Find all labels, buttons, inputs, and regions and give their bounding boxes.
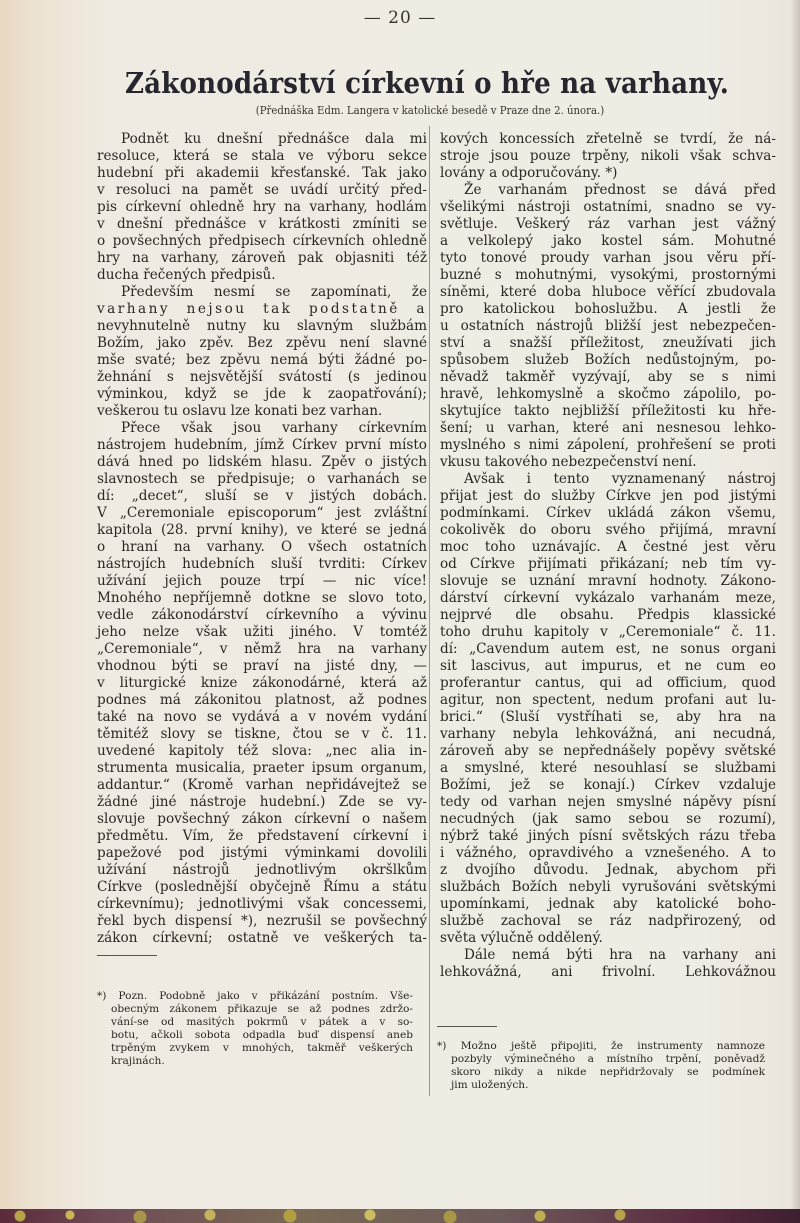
text-line: pro katolickou bohoslužbu. A jestli že — [440, 301, 776, 317]
text-line: Mnohého nepříjemně dotkne se slovo toto, — [97, 590, 427, 606]
text-line: lehkovážná, ani frivolní. Lehkovážnou — [440, 964, 776, 980]
text-line: kových koncessích zřetelně se tvrdí, že ná- — [440, 131, 776, 147]
text-line: tyto tonové proudy varhan jsou věru pří- — [440, 250, 776, 266]
text-line: upomínkami, jednak aby katolické boho- — [440, 896, 776, 912]
text-line: Dále nemá býti hra na varhany ani — [464, 947, 776, 963]
text-line: o povšechných předpisech církevních ohledně — [97, 233, 427, 249]
text-line: službě zachoval se ráz nadpřirozený, od — [440, 913, 776, 929]
text-line: addantur.“ (Kromě varhan nepřidávejtež se — [97, 777, 427, 793]
text-line: v liturgické knize zákonodárné, která až — [97, 675, 427, 691]
text-line: i vážného, opravdivého a vznešeného. A to — [440, 845, 776, 861]
right-footnote-rule — [437, 1026, 497, 1027]
text-line: vhodnou býti se praví na jisté dny, — — [97, 658, 427, 674]
text-line: cokolivěk do oboru svého přijímá, mravní — [440, 522, 776, 538]
text-line: také na novo se vydává a v novém vydání — [97, 709, 427, 725]
text-line: z dvojího důvodu. Jednak, abychom při — [440, 862, 776, 878]
text-line: církevnímu); jednotlivými však concessemi, — [97, 896, 427, 912]
left-footnote — [97, 990, 413, 1068]
text-line: zároveň aby se nepřednášely popěvy světské — [440, 743, 776, 759]
text-line: vkusu takového nebezpečenství není. — [440, 454, 697, 470]
left-footnote-rule — [97, 955, 157, 956]
left-column — [97, 131, 427, 947]
text-line: necudných (jak samo sebou se rozumí), — [440, 811, 776, 827]
text-line: tedy od varhan nejen smyslné nápěvy písní — [440, 794, 776, 810]
text-line: síněmi, které doba hluboce věřící zbudovala — [440, 284, 776, 300]
text-line: toho druhu kapitoly v „Ceremoniale“ č. 11. — [440, 624, 776, 640]
right-column — [440, 131, 776, 981]
text-line: buzné s mohutnými, vysokými, prostornými — [440, 267, 776, 283]
text-line: pozbyly výminečného a místního trpění, poněvadž — [451, 1053, 765, 1065]
text-line: dí: „Cavendum autem est, ne sonus organi — [440, 641, 776, 657]
text-line: nejprvé dle obsahu. Předpis klassické — [440, 607, 776, 623]
text-line: užívání nástrojů jednotlivým okršlkům — [97, 862, 427, 878]
text-line: všelikými nástroji ostatními, snadno se vy- — [440, 199, 776, 215]
text-line: o hraní na varhany. O všech ostatních — [97, 539, 427, 555]
text-line: nevyhnutelně nutny ku slavným službám — [97, 318, 427, 334]
text-line: hravě, lehkomyslně a skočmo zápolilo, po- — [440, 386, 776, 402]
text-line: varhany nebyla lehkovážná, ani necudná, — [440, 726, 776, 742]
text-line: slovuje povšechný zákon církevní o našem — [97, 811, 427, 827]
text-line: Božími, jež se konají.) Církev vzdaluje — [440, 777, 776, 793]
text-line: „Ceremoniale“, v němž hra na varhany — [97, 641, 427, 657]
text-line: žehnání s nejsvětější svátostí (s jedinou — [97, 369, 427, 385]
text-line: přijat jest do služby Církve jen pod jistými — [440, 488, 776, 504]
text-line: dává hned po lidském hlasu. Zpěv o jistých — [97, 454, 427, 470]
text-line: ducha řečených předpisů. — [97, 267, 276, 283]
text-line: podmínkami. Církev ukládá zákon všemu, — [440, 505, 776, 521]
text-line: krajinách. — [111, 1055, 165, 1067]
text-line: Že varhanám přednost se dává před — [464, 182, 776, 198]
text-line: dí: „decet“, sluší se v jistých dobách. — [97, 488, 427, 504]
text-line: botu, ačkoli sobota odpadla buď dispensí aneb — [111, 1029, 413, 1041]
text-line: světa výlučně oddělený. — [440, 930, 603, 946]
text-line: Avšak i tento vyznamenaný nástroj — [464, 471, 776, 487]
text-line: lovány a odporučovány. *) — [440, 165, 618, 181]
article-subtitle: (Přednáška Edm. Langera v katolické besedě v Praze dne 2. února.) — [255, 103, 605, 117]
text-line: ství a snažší příležitost, zneužívati jich — [440, 335, 776, 351]
page-edge-marbling — [0, 1209, 800, 1223]
text-line: nástrojích hudebních sluší tvrditi: Církev — [97, 556, 427, 572]
text-line: jim uložených. — [451, 1079, 529, 1091]
text-line: spůsobem služeb Božích nedůstojným, po- — [440, 352, 776, 368]
text-line: Především nesmí se zapomínati, že — [121, 284, 427, 300]
text-line: vedle zákonodárství církevního a vývinu — [97, 607, 427, 623]
text-line: těmitéž slovy se tiskne, čtou se v č. 11. — [97, 726, 427, 742]
text-line: resoluce, která se stala ve výboru sekce — [97, 148, 427, 164]
text-line: žádné jiné nástroje hudební.) Zde se vy- — [97, 794, 427, 810]
text-line: Církve (poslednější obyčejně Římu a státu — [97, 879, 427, 895]
text-line: slavnostech se předpisuje; o varhanách se — [97, 471, 427, 487]
text-line: u ostatních nástrojů bližší jest nebezpečen- — [440, 318, 776, 334]
text-line: moc toho uznávajíc. A čestné jest věru — [440, 539, 776, 555]
text-line: uvedené kapitoly též slova: „nec alia in- — [97, 743, 427, 759]
right-footnote — [437, 1040, 765, 1092]
text-line: agitur, non spectent, nedum profani aut lu- — [440, 692, 776, 708]
text-line: pis církevní ohledně hry na varhany, hodlám — [97, 199, 427, 215]
text-line: zákon církevní; ostatně ve veškerých ta- — [97, 930, 427, 946]
text-line: v dnešní přednášce v krátkosti zmíniti se — [97, 216, 427, 232]
text-line: obecným zákonem přikazuje se až podnes zdržo- — [111, 1003, 413, 1015]
text-line: šení; u varhan, které ani nesnesou lehko- — [440, 420, 776, 436]
text-line: stroje jsou pouze trpěny, nikoli však schva- — [440, 148, 776, 164]
text-line: proferantur cantus, qui ad officium, quod — [440, 675, 776, 691]
text-line: jeho nelze však užiti jiného. V tomtéž — [97, 624, 427, 640]
text-line: mše svaté; bez zpěvu nemá býti žádné po- — [97, 352, 427, 368]
text-line: V „Ceremoniale episcoporum“ jest zvláštní — [97, 505, 427, 521]
text-line: od Církve přijímati přikázaní; neb tím vy- — [440, 556, 776, 572]
text-line: hudební při akademii křesťanské. Tak jako — [97, 165, 427, 181]
text-line: dárství církevní vykázalo varhanám meze, — [440, 590, 776, 606]
text-line: varhany nejsou tak podstatně a — [97, 301, 427, 317]
column-divider — [429, 126, 430, 1096]
text-line: papežové pod jistými výminkami dovolili — [97, 845, 427, 861]
text-line: sit lascivus, aut impurus, et ne cum eo — [440, 658, 776, 674]
text-line: Božím, jako zpěv. Bez zpěvu není slavné — [97, 335, 427, 351]
text-line: užívání jejich pouze trpí — nic více! — [97, 573, 427, 589]
text-line: trpěným zvykem v mnohých, takměř veškerých — [111, 1042, 413, 1054]
text-line: veškerou tu oslavu lze konati bez varhan. — [97, 403, 383, 419]
text-line: *) Pozn. Podobně jako v přikázání postním. Vše- — [97, 990, 413, 1002]
text-line: skoro nikdy a nikde nepřidržovaly se podmínek — [451, 1066, 765, 1078]
text-line: podnes má zákonitou platnost, až podnes — [97, 692, 427, 708]
text-line: světluje. Veškerý ráz varhan jest vážný — [440, 216, 776, 232]
text-line: řekl bych dispensí *), nezrušil se povšechný — [97, 913, 427, 929]
text-line: vání-se od masitých pokrmů v pátek a v so- — [111, 1016, 413, 1028]
text-line: a smyslné, které nesouhlasí se službami — [440, 760, 776, 776]
text-line: Přece však jsou varhany církevním — [121, 420, 427, 436]
article-title: Zákonodárství církevní o hře na varhany. — [124, 66, 730, 100]
text-line: myslného s nimi zápolení, prohřešení se proti — [440, 437, 776, 453]
text-line: brici.“ (Sluší vystříhati se, aby hra na — [440, 709, 776, 725]
text-line: předmětu. Vím, že představení církevní i — [97, 828, 427, 844]
text-line: něvadž takměř vyzývají, aby se s nimi — [440, 369, 776, 385]
page-number: — 20 — — [363, 8, 437, 28]
text-line: nástrojem hudebním, jímž Církev první místo — [97, 437, 427, 453]
text-line: strumenta musicalia, praeter ipsum organum, — [97, 760, 427, 776]
text-line: službách Božích nebyli vyrušováni světskými — [440, 879, 776, 895]
text-line: hry na varhany, zároveň pak objasniti též — [97, 250, 427, 266]
text-line: slovuje se uznání mravní hodnoty. Zákono- — [440, 573, 776, 589]
text-line: skytujíce takto nejbližší příležitosti ku hře- — [440, 403, 776, 419]
text-line: Podnět ku dnešní přednášce dala mi — [121, 131, 427, 147]
text-line: a velkolepý jako kostel sám. Mohutné — [440, 233, 776, 249]
text-line: kapitola (28. první knihy), ve které se jedná — [97, 522, 427, 538]
text-line: nýbrž také jiných písní světských rázu třeba — [440, 828, 776, 844]
text-line: v resoluci na pamět se uvádí určitý před- — [97, 182, 427, 198]
text-line: *) Možno ještě připojiti, že instrumenty namnoze — [437, 1040, 765, 1052]
text-line: výminkou, když se jde k zaopatřování); — [97, 386, 427, 402]
